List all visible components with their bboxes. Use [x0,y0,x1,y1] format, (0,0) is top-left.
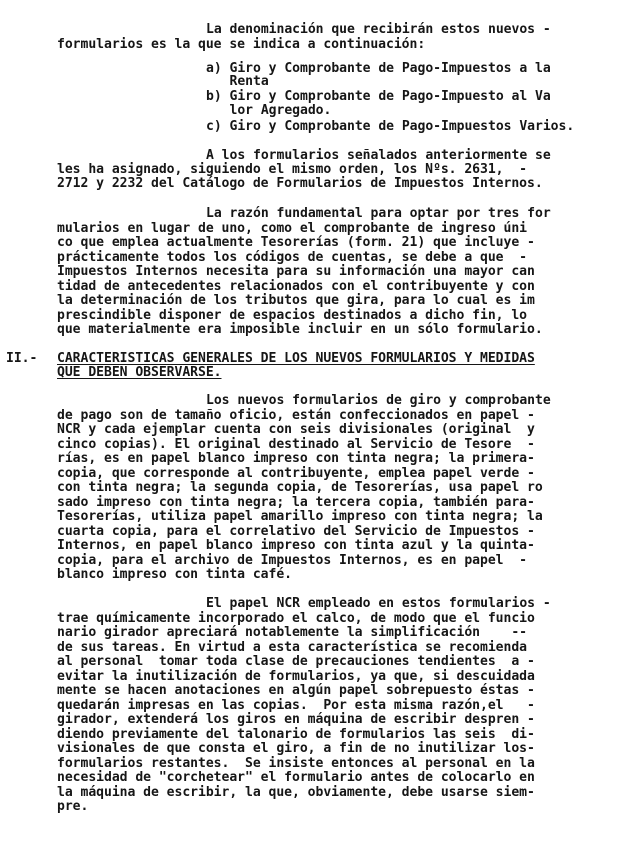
ncr-line: de sus tareas. En virtud a esta característica se recomienda [57,640,527,655]
reason-line: co que emplea actualmente Tesorerías (form. 21) que incluye - [57,235,535,250]
ncr-line: al personal tomar toda clase de precauciones tendientes a - [57,654,535,669]
characteristics-line: sado impreso con tinta negra; la tercera copia, también para- [57,495,535,510]
forms-line: 2712 y 2232 del Catálogo de Formularios de Impuestos Internos. [57,176,543,191]
ncr-line: nario girador apreciará notablemente la simplificación -- [57,625,527,640]
characteristics-line: Tesorerías, utiliza papel amarillo impreso con tinta negra; la [57,509,543,524]
ncr-line: girador, extenderá los giros en máquina de escribir despren - [57,712,535,727]
ncr-line: mente se hacen anotaciones en algún papel sobrepuesto éstas - [57,683,535,698]
reason-line: prescindible disponer de espacios destinados a dicho fin, lo [57,308,527,323]
characteristics-line: copia, que corresponde al contribuyente, emplea papel verde - [57,466,535,481]
reason-line: que materialmente era imposible incluir en un sólo formulario. [57,322,543,337]
characteristics-line: NCR y cada ejemplar cuenta con seis divisionales (original y [57,422,535,437]
reason-line: La razón fundamental para optar por tres for [206,206,551,221]
characteristics-line: con tinta negra; la segunda copia, de Tesorerías, usa papel ro [57,480,543,495]
ncr-line: visionales de que consta el giro, a fin de no inutilizar los- [57,741,535,756]
ncr-line: necesidad de "corchetear" el formulario antes de colocarlo en [57,770,535,785]
reason-line: la determinación de los tributos que gira, para lo cual es im [57,293,535,308]
characteristics-line: cuarta copia, para el correlativo del Servicio de Impuestos - [57,524,535,539]
reason-line: tidad de antecedentes relacionados con el contribuyente y con [57,279,535,294]
ncr-line: diendo previamente del talonario de formularios las seis di- [57,727,535,742]
characteristics-line: copia, para el archivo de Impuestos Internos, es en papel - [57,553,527,568]
characteristics-line: rías, es en papel blanco impreso con tinta negra; la primera- [57,451,535,466]
ncr-line: evitar la inutilización de formularios, ya que, si descuidada [57,669,535,684]
characteristics-line: cinco copias). El original destinado al Servicio de Tesore - [57,437,535,452]
section-title-line: QUE DEBEN OBSERVARSE. [57,365,222,380]
reason-line: Impuestos Internos necesita para su información una mayor can [57,264,535,279]
characteristics-line: de pago son de tamaño oficio, están confeccionados en papel - [57,408,535,423]
section-number: II.- [6,351,38,366]
characteristics-line: Internos, en papel blanco impreso con tinta azul y la quinta- [57,538,535,553]
forms-line: A los formularios señalados anteriormente se [206,148,551,163]
ncr-line: El papel NCR empleado en estos formularios - [206,596,551,611]
characteristics-line: blanco impreso con tinta café. [57,567,292,582]
ncr-line: quedarán impresas en las copias. Por esta misma razón,el - [57,698,535,713]
ncr-line: la máquina de escribir, la que, obviamente, debe usarse siem- [57,785,535,800]
list-item-b-cont: lor Agregado. [206,103,332,118]
section-title-line: CARACTERISTICAS GENERALES DE LOS NUEVOS FORMULARIOS Y MEDIDAS [57,351,535,366]
ncr-line: pre. [57,799,89,814]
ncr-line: formularios restantes. Se insiste entonces al personal en la [57,756,535,771]
list-item-a-cont: Renta [206,74,269,89]
list-item-c: c) Giro y Comprobante de Pago-Impuestos Varios. [206,119,575,134]
ncr-line: trae químicamente incorporado el calco, de modo que el funcio [57,611,535,626]
forms-line: les ha asignado, siguiendo el mismo orden, los Nºs. 2631, - [57,162,527,177]
reason-line: prácticamente todos los códigos de cuentas, se debe a que - [57,250,527,265]
intro-line: La denominación que recibirán estos nuevos - [206,22,551,37]
characteristics-line: Los nuevos formularios de giro y comprobante [206,393,551,408]
list-item-b: b) Giro y Comprobante de Pago-Impuesto al Va [206,89,551,104]
reason-line: mularios en lugar de uno, como el comprobante de ingreso úni [57,221,527,236]
list-item-a: a) Giro y Comprobante de Pago-Impuestos a la [206,61,551,76]
intro-line: formularios es la que se indica a continuación: [57,37,426,52]
